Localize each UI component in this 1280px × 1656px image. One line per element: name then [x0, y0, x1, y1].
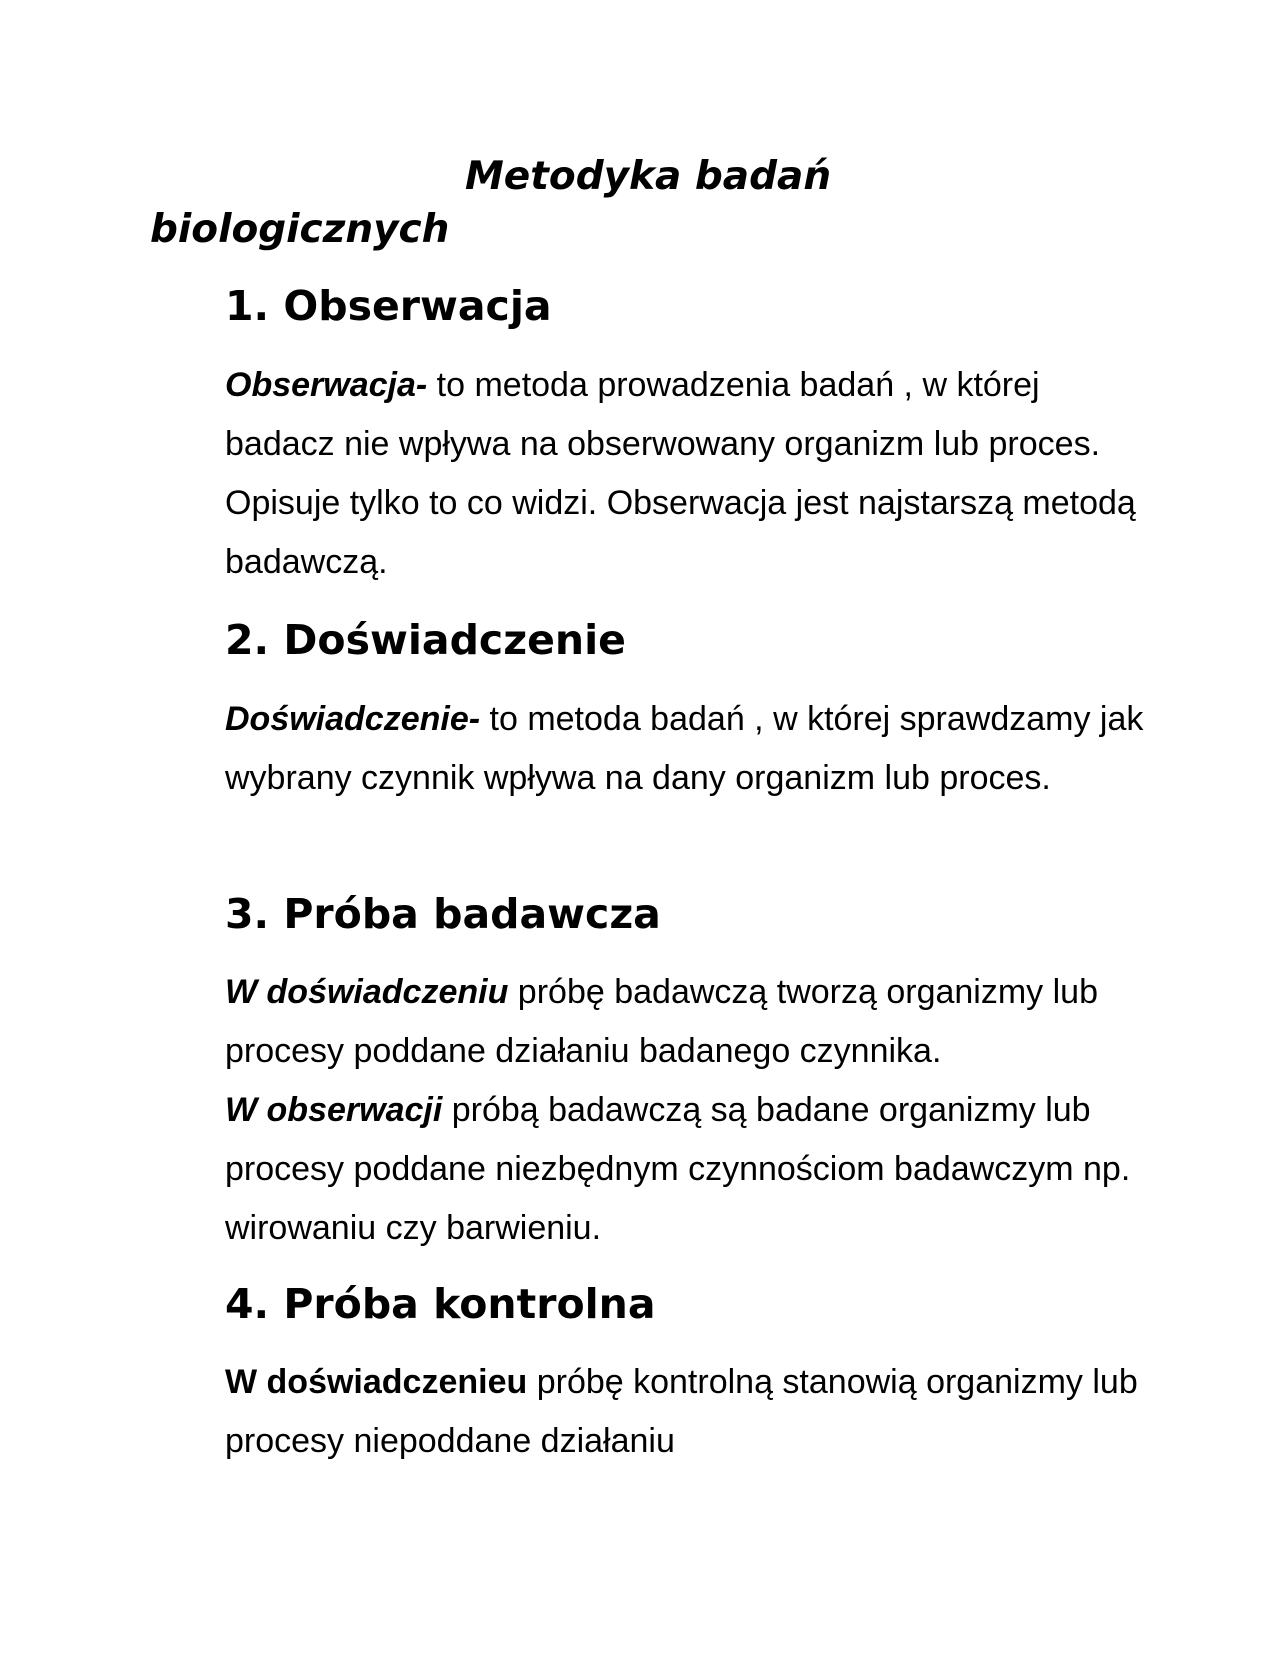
section-body-doswiadczenie — [225, 690, 1145, 808]
paragraph-text: próbę badawczą tworzą organizmy lub procesy poddane działaniu badanego czynnika. — [225, 973, 1098, 1070]
paragraph — [225, 1353, 1145, 1471]
defined-term: W doświadczeniu — [225, 973, 509, 1011]
defined-term: W obserwacji — [225, 1091, 443, 1129]
defined-term: Doświadczenie- — [225, 700, 481, 738]
defined-term: Obserwacja- — [225, 366, 428, 404]
section-body-proba-badawcza — [225, 963, 1145, 1258]
paragraph-text: to metoda badań , w której sprawdzamy jak wybrany czynnik wpływa na dany organizm lub proces. — [225, 700, 1144, 797]
paragraph-text: próbą badawczą są badane organizmy lub procesy poddane niezbędnym czynnościom badawczym np. wirowaniu czy barwieniu. — [225, 1091, 1131, 1247]
paragraph-text: to metoda prowadzenia badań , w której badacz nie wpływa na obserwowany organizm lub proces. Opisuje tylko to co widzi. Obserwacja jest najstarszą metodą badawczą. — [225, 366, 1136, 581]
defined-term: W doświadczenieu — [225, 1363, 528, 1401]
paragraph — [225, 356, 1145, 592]
paragraph — [225, 963, 1145, 1081]
section-heading-doswiadczenie: 2. Doświadczenie — [225, 616, 626, 664]
section-heading-obserwacja: 1. Obserwacja — [225, 282, 552, 330]
paragraph — [225, 690, 1145, 808]
section-body-obserwacja — [225, 356, 1145, 592]
section-heading-proba-badawcza: 3. Próba badawcza — [225, 890, 661, 938]
paragraph-text: próbę kontrolną stanowią organizmy lub procesy niepoddane działaniu — [225, 1363, 1138, 1460]
paragraph — [225, 1081, 1145, 1258]
document-title: Metodyka badań biologicznych — [150, 154, 832, 252]
section-body-proba-kontrolna — [225, 1353, 1145, 1471]
section-heading-proba-kontrolna: 4. Próba kontrolna — [225, 1280, 656, 1328]
